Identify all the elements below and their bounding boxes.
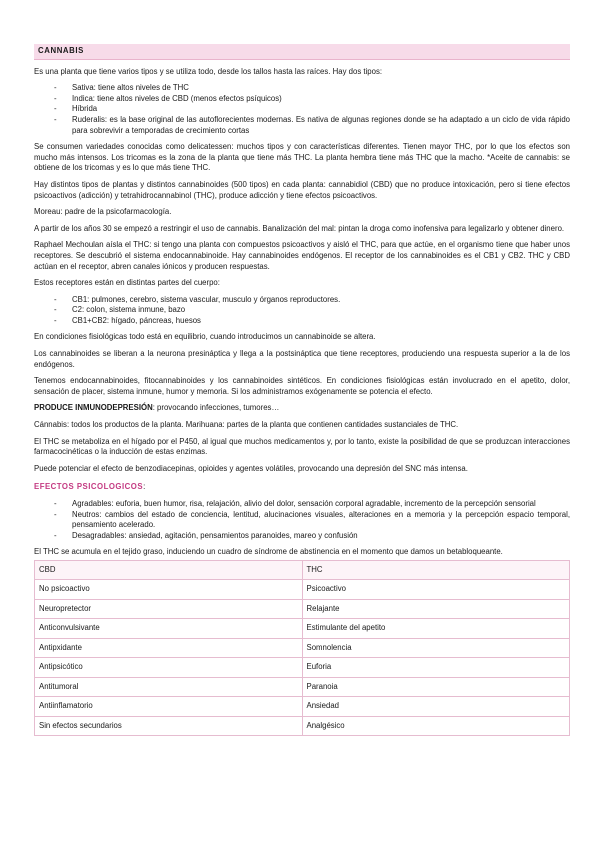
table-cell: Psicoactivo — [302, 580, 570, 600]
list-item: - CB1+CB2: hígado, páncreas, huesos — [72, 316, 570, 327]
list-item: - Neutros: cambios del estado de conciencia, lentitud, alucinaciones visuales, alteraciones en a memoria y la percepción espacio temporal, pensamiento acelerado. — [72, 510, 570, 531]
table-row — [35, 619, 570, 639]
list-item: - Ruderalis: es la base original de las autoflorecientes modernas. Es nativa de algunas regiones donde se ha adaptado a un ciclo de vida rápido para sobrevivir a temporadas de crecimiento cortas — [72, 115, 570, 136]
table-header-thc: THC — [302, 560, 570, 580]
mechoulan-paragraph: Raphael Mechoulan aísla el THC: si tengo una planta con compuestos psicoactivos y aisló el THC, para que actúe, en el organismo tiene que haber unos receptores. Se descubrió el sistema endocannabinoide. Hay cannabinoides endógenos. El receptor de los cannabinoides es el CB1 y CB2. THC y CBD actúan en el receptor, abren canales iónicos y producen respuestas. — [34, 240, 570, 271]
list-item: - Híbrida — [72, 104, 570, 115]
table-cell: Antipsicótico — [35, 658, 303, 678]
potentiation-paragraph: Puede potenciar el efecto de benzodiacepinas, opioides y agentes volátiles, provocando una depresión del SNC más intensa. — [34, 463, 468, 473]
table-cell: Antipxidante — [35, 638, 303, 658]
metabolism-paragraph: El THC se metaboliza en el hígado por el P450, al igual que muchos medicamentos y, por lo tanto, existe la posibilidad de que se produzcan interacciones farmacocinéticas o la inducción de estas enzimas. — [34, 436, 570, 457]
release-paragraph: Los cannabinoides se liberan a la neurona presináptica y llega a la postsináptica que tiene receptores, produciendo una respuesta superior a la de los endógenos. — [34, 349, 570, 369]
table-row — [35, 658, 570, 678]
table-cell: Anticonvulsivante — [35, 619, 303, 639]
immunodepression-text: : provocando infecciones, tumores… — [152, 403, 280, 413]
table-cell: Antiinflamatorio — [35, 697, 303, 717]
table-header-row — [35, 560, 570, 580]
effects-title: EFECTOS PSICOLOGICOS — [34, 482, 144, 492]
section-title: CANNABIS — [34, 44, 570, 60]
restriction-paragraph: A partir de los años 30 se empezó a restringir el uso de cannabis. Banalización del mal: pintan la droga como inofensiva para legalizarlo y obtener dinero. — [34, 223, 565, 233]
table-row — [35, 716, 570, 736]
receptors-intro: Estos receptores están en distintas partes del cuerpo: — [34, 278, 220, 288]
receptors-list — [34, 295, 570, 327]
table-row — [35, 638, 570, 658]
table-cell: Analgésico — [302, 716, 570, 736]
cannabinoids-paragraph: Hay distintos tipos de plantas y distintos cannabinoides (500 tipos) en cada planta: cannabidiol (CBD) que no produce intoxicación, pero si tiene efectos psicoactivos (adicción) y tetrahidrocannabinol (THC), produce adicción y tiene efectos psicoactivos. — [34, 179, 570, 200]
list-item: - Desagradables: ansiedad, agitación, pensamientos paranoides, mareo y confusión — [72, 531, 570, 542]
cannabinoid-types-paragraph: Tenemos endocannabinoides, fitocannabinoides y los cannabinoides sintéticos. En condiciones fisiológicas están involucrado en el apetito, dolor, sensación de placer, sistema inmune, humor y memoria. Si los administramos exógenamente se potencia el efecto. — [34, 376, 570, 396]
cannabis-definition-paragraph: Cánnabis: todos los productos de la planta. Marihuana: partes de la planta que contienen cantidades sustanciales de THC. — [34, 420, 459, 430]
table-cell: Sin efectos secundarios — [35, 716, 303, 736]
table-row — [35, 677, 570, 697]
effects-heading — [34, 482, 570, 493]
table-cell: Antitumoral — [35, 677, 303, 697]
table-cell: Neuropretector — [35, 599, 303, 619]
table-header-cbd: CBD — [35, 560, 303, 580]
effects-colon: : — [143, 482, 146, 492]
table-row — [35, 580, 570, 600]
table-row — [35, 697, 570, 717]
table-cell: No psicoactivo — [35, 580, 303, 600]
intro-paragraph: Es una planta que tiene varios tipos y se utiliza todo, desde los tallos hasta las raíces. Hay dos tipos: — [34, 66, 383, 76]
types-list — [34, 83, 570, 136]
table-row — [35, 599, 570, 619]
table-cell: Relajante — [302, 599, 570, 619]
immunodepression-label: PRODUCE INMUNODEPRESIÓN — [34, 403, 153, 413]
accumulation-paragraph: El THC se acumula en el tejido graso, induciendo un cuadro de síndrome de abstinencia en el momento que damos un betabloqueante. — [34, 547, 503, 557]
equilibrium-paragraph: En condiciones fisiológicas todo está en equilibrio, cuando introducimos un cannabinoide se altera. — [34, 332, 376, 342]
moreau-paragraph: Moreau: padre de la psicofarmacología. — [34, 207, 172, 217]
table-cell: Paranoia — [302, 677, 570, 697]
table-cell: Estimulante del apetito — [302, 619, 570, 639]
list-item: - Indica: tiene altos niveles de CBD (menos efectos psíquicos) — [72, 94, 570, 105]
varieties-paragraph: Se consumen variedades conocidas como delicatessen: muchos tipos y con características diferentes. Tienen mayor THC, por lo que los efectos son mucho más intensos. Los tricomas es la zona de la planta que tiene más THC. La planta hembra tiene más THC que la macho. *Aceite de cannabis: se obtiene de los tricomas y es lo que más tiene THC. — [34, 142, 570, 173]
effects-list — [34, 499, 570, 541]
immunodepression-paragraph — [34, 403, 570, 414]
list-item: - C2: colon, sistema inmune, bazo — [72, 305, 570, 316]
list-item: - Sativa: tiene altos niveles de THC — [72, 83, 570, 94]
table-cell: Ansiedad — [302, 697, 570, 717]
table-cell: Euforia — [302, 658, 570, 678]
list-item: - CB1: pulmones, cerebro, sistema vascular, musculo y órganos reproductores. — [72, 295, 570, 306]
comparison-table — [34, 560, 570, 737]
table-cell: Somnolencia — [302, 638, 570, 658]
list-item: - Agradables: euforia, buen humor, risa, relajación, alivio del dolor, sensación corporal agradable, incremento de la percepción sensorial — [72, 499, 570, 510]
